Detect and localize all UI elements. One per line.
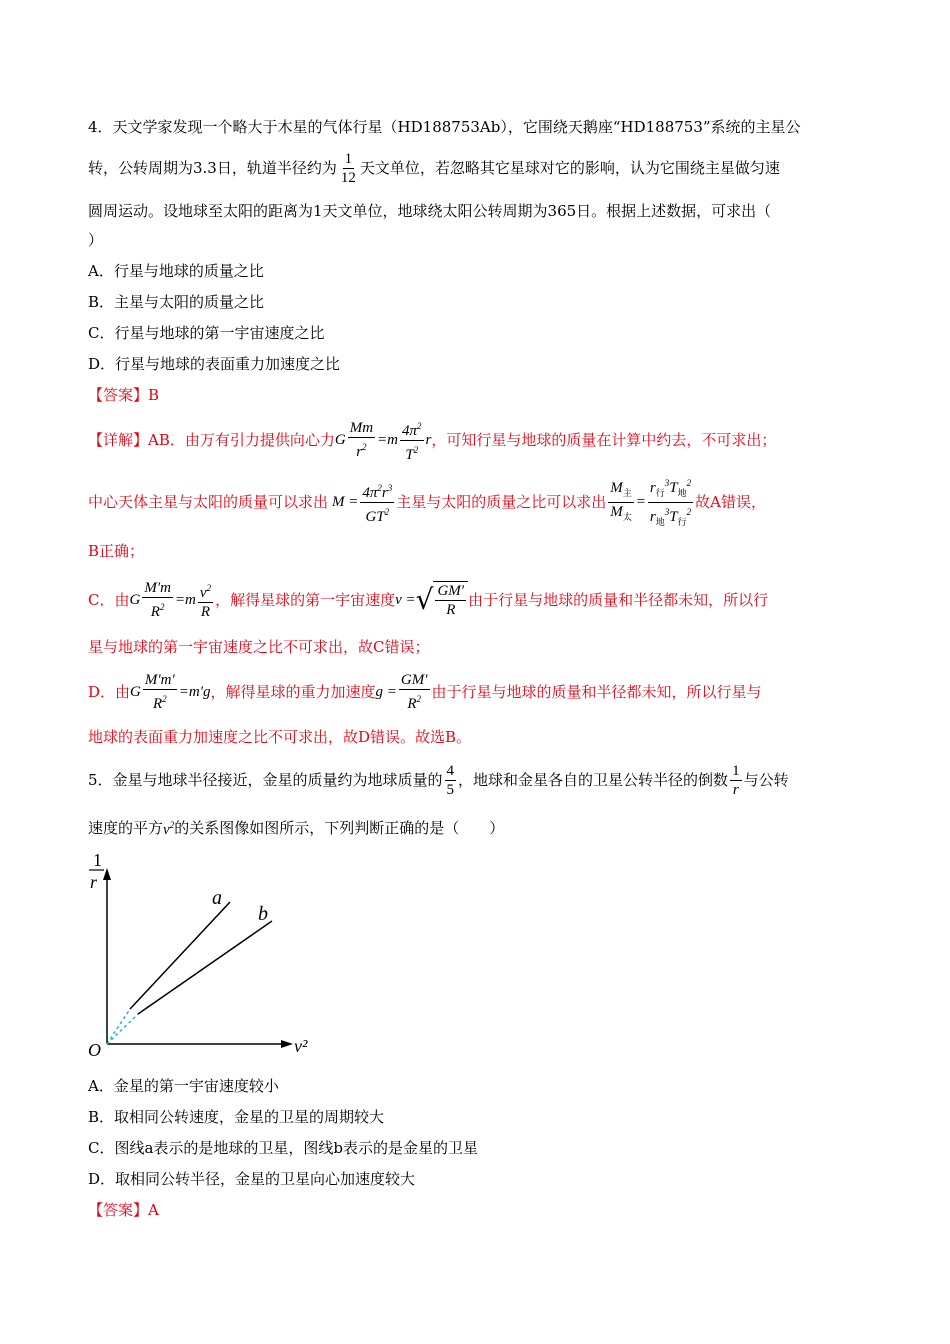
q4-line1: 4．天文学家发现一个略大于木星的气体行星（HD188753Ab），它围绕天鹅座“HD188753”系统的主星公 bbox=[88, 118, 801, 136]
detail-text: ，解得星球的重力加速度 bbox=[210, 683, 376, 701]
q4-option-d: D．行星与地球的表面重力加速度之比 bbox=[88, 355, 341, 373]
detail-text: 【详解】AB．由万有引力提供向心力 bbox=[88, 431, 335, 449]
graph-line-b bbox=[138, 921, 272, 1014]
line-a-label: a bbox=[212, 887, 222, 909]
detail-text: 由于行星与地球的质量和半径都未知，所以行 bbox=[468, 591, 769, 609]
q4-detail-line2 bbox=[88, 477, 766, 527]
x-axis-arrow-icon bbox=[281, 1040, 293, 1048]
line-b-dashed-extension bbox=[107, 1014, 138, 1044]
q4-answer: 【答案】B bbox=[88, 386, 160, 404]
q4-detail-line6 bbox=[88, 670, 762, 714]
detail-text: ，可知行星与地球的质量在计算中约去，不可求出； bbox=[431, 431, 777, 449]
equals-sign: = bbox=[635, 494, 646, 510]
q4-line2 bbox=[88, 150, 780, 186]
line-b-label: b bbox=[258, 903, 268, 925]
equals-m: =m bbox=[174, 592, 196, 608]
y-axis-label-numerator: 1 bbox=[93, 850, 102, 870]
q5-line1 bbox=[88, 758, 789, 802]
gravity-symbol: G bbox=[129, 592, 141, 608]
velocity-squared: $v^2$ bbox=[163, 820, 175, 838]
fraction-numerator: 4 bbox=[446, 762, 455, 779]
q4-detail-line3: B正确； bbox=[88, 542, 145, 560]
q5-option-c: C．图线a表示的是地球的卫星，图线b表示的是金星的卫星 bbox=[88, 1139, 479, 1157]
q4-option-b: B．主星与太阳的质量之比 bbox=[88, 293, 265, 311]
q5-text: 5．金星与地球半径接近，金星的质量约为地球质量的 bbox=[88, 771, 443, 789]
detail-text: D．由 bbox=[88, 683, 131, 701]
detail-text: 由于行星与地球的质量和半径都未知，所以行星与 bbox=[431, 683, 762, 701]
q4-option-a: A．行星与地球的质量之比 bbox=[88, 262, 264, 280]
velocity-equals: v = bbox=[395, 592, 416, 608]
gravity-formula-fraction: $\frac{Mm}{r^2}$ bbox=[349, 420, 374, 460]
mass-formula-fraction: $\frac{4\pi^2r^3}{GT^2}$ bbox=[360, 479, 394, 526]
q5-text: 与公转 bbox=[743, 771, 789, 789]
q5-answer: 【答案】A bbox=[88, 1201, 159, 1219]
q5-text: ，地球和金星各自的卫星公转半径的倒数 bbox=[458, 771, 729, 789]
detail-text: 中心天体主星与太阳的质量可以求出 bbox=[88, 493, 329, 511]
q5-text: 速度的平方 bbox=[88, 818, 164, 837]
gravity-accel-fraction: $\frac{M'm'}{R^2}$ bbox=[144, 672, 175, 712]
detail-text: C．由 bbox=[88, 591, 130, 609]
sqrt-expression: √ $\frac{GM'}{R}$ bbox=[416, 581, 468, 619]
equals-mg: =m′g bbox=[178, 684, 211, 700]
q4-line2-text-b: 天文单位，若忽略其它星球对它的影响，认为它围绕主星做匀速 bbox=[359, 159, 780, 177]
g-equals: g = bbox=[375, 684, 397, 700]
graph-line-a bbox=[130, 902, 230, 1009]
reciprocal-radius-fraction bbox=[730, 762, 742, 799]
gravity-symbol: G bbox=[130, 684, 141, 700]
q4-radius-fraction bbox=[339, 150, 358, 187]
origin-label: O bbox=[88, 1040, 101, 1060]
equals-m: =m bbox=[377, 432, 398, 448]
mass-ratio-fraction: $\frac{M_主}{M_太}$ bbox=[610, 479, 632, 522]
q4-detail-line1 bbox=[88, 420, 777, 463]
q4-line4: ） bbox=[88, 231, 104, 249]
first-cosmic-gravity-fraction: $\frac{M'm}{R^2}$ bbox=[144, 580, 171, 620]
relation-graph bbox=[80, 848, 320, 1064]
fraction-denominator: r bbox=[732, 781, 739, 798]
radius-symbol: r bbox=[425, 432, 432, 448]
y-axis-label-denominator: r bbox=[90, 872, 98, 892]
q4-line3: 圆周运动。设地球至太阳的距离为1天文单位，地球绕太阳公转周期为365日。根据上述数据，可求出（ bbox=[88, 202, 772, 220]
q5-option-b: B．取相同公转速度，金星的卫星的周期较大 bbox=[88, 1108, 385, 1126]
fraction-numerator: 1 bbox=[344, 150, 353, 167]
q4-line2-text-a: 转，公转周期为3.3日，轨道半径约为 bbox=[88, 159, 337, 177]
q5-text: 的关系图像如图所示，下列判断正确的是（ ） bbox=[174, 818, 505, 837]
detail-text: ，解得星球的第一宇宙速度 bbox=[215, 591, 396, 609]
q4-detail-line4 bbox=[88, 578, 768, 622]
mass-ratio-expansion: $\frac{r_行^3T_地^2}{r_地^3T_行^2}$ bbox=[648, 474, 693, 531]
fraction-denominator: 5 bbox=[446, 781, 455, 798]
fraction-numerator: 1 bbox=[732, 762, 740, 779]
q5-option-a: A．金星的第一宇宙速度较小 bbox=[88, 1077, 279, 1095]
fraction-denominator: 12 bbox=[340, 169, 356, 186]
q4-option-c: C．行星与地球的第一宇宙速度之比 bbox=[88, 324, 325, 342]
g-fraction: $\frac{GM'}{R^2}$ bbox=[400, 672, 428, 712]
detail-text: 故A错误， bbox=[695, 493, 766, 511]
mass-formula: M = bbox=[332, 494, 359, 510]
velocity-fraction: $\frac{v^2}{R}$ bbox=[198, 579, 213, 621]
q5-line2 bbox=[88, 814, 504, 841]
q4-detail-line7: 地球的表面重力加速度之比不可求出，故D错误。故选B。 bbox=[88, 728, 472, 746]
detail-text: 主星与太阳的质量之比可以求出 bbox=[396, 493, 607, 511]
line-a-dashed-extension bbox=[107, 1009, 130, 1044]
x-axis-label: v² bbox=[294, 1036, 308, 1056]
q4-detail-line5: 星与地球的第一宇宙速度之比不可求出，故C错误； bbox=[88, 638, 430, 656]
y-axis-arrow-icon bbox=[103, 868, 111, 880]
centripetal-fraction: $\frac{4\pi^2}{T^2}$ bbox=[400, 417, 424, 464]
gravity-formula: G bbox=[334, 432, 346, 448]
mass-ratio-fraction bbox=[445, 762, 457, 799]
q5-option-d: D．取相同公转半径，金星的卫星向心加速度较大 bbox=[88, 1170, 416, 1188]
